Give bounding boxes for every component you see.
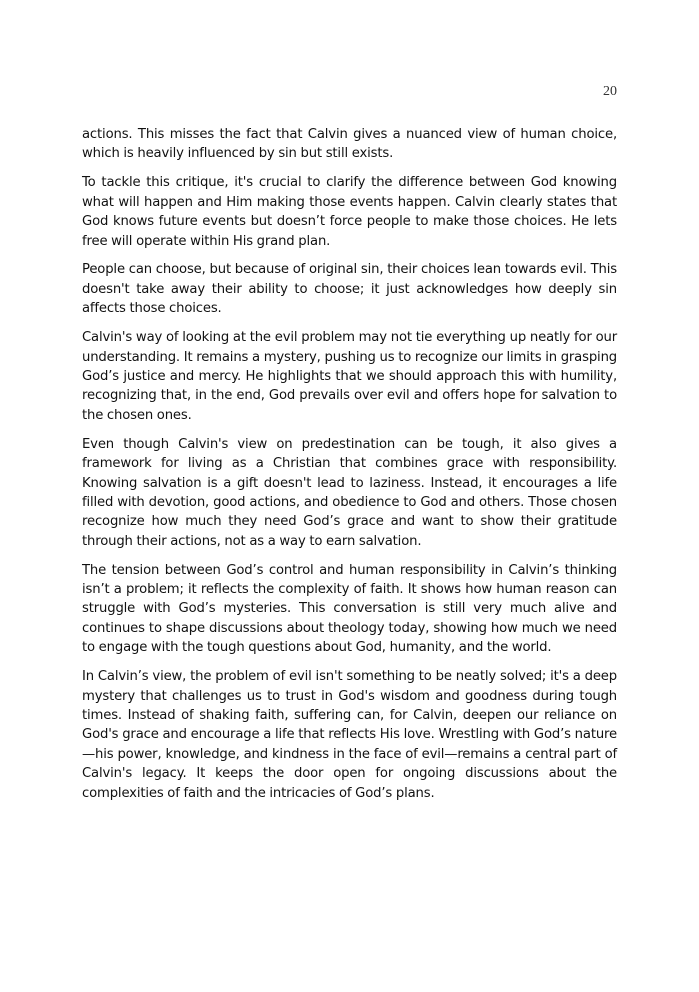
paragraph: Even though Calvin's view on predestination can be tough, it also gives a framework for living as a Christian that combines grace with responsibility. Knowing salvation is a gift doesn't lead to laziness. Instead, it encourages a life filled with devotion, good actions, and obedience to God and others. Those chosen recognize how much they need God’s grace and want to show their gratitude through their actions, not as a way to earn salvation. — [82, 436, 617, 549]
paragraph: To tackle this critique, it's crucial to clarify the difference between God knowing what will happen and Him making those events happen. Calvin clearly states that God knows future events but doesn’t force people to make those choices. He lets free will operate within His grand plan. — [82, 175, 617, 249]
paragraph: Calvin's way of looking at the evil problem may not tie everything up neatly for our understanding. It remains a mystery, pushing us to recognize our limits in grasping God’s justice and mercy. He highlights that we should approach this with humility, recognizing that, in the end, God prevails over evil and offers hope for salvation to the chosen ones. — [82, 330, 617, 423]
paragraph: The tension between God’s control and human responsibility in Calvin’s thinking isn’t a problem; it reflects the complexity of faith. It shows how human reason can struggle with God’s mysteries. This conversation is still very much alive and continues to shape discussions about theology today, showing how much we need to engage with the tough questions about God, humanity, and the world. — [82, 562, 617, 656]
paragraph: In Calvin’s view, the problem of evil isn't something to be neatly solved; it's a deep mystery that challenges us to trust in God's wisdom and goodness during tough times. Instead of shaking faith, suffering can, for Calvin, deepen our reliance on God's grace and encourage a life that reflects His love. Wrestling with God’s nature—his power, knowledge, and kindness in the face of evil—remains a central part of Calvin's legacy. It keeps the door open for ongoing discussions about the complexities of faith and the intricacies of God’s plans. — [82, 669, 617, 801]
paragraph: actions. This misses the fact that Calvin gives a nuanced view of human choice, which is heavily influenced by sin but still exists. — [82, 127, 617, 162]
page-number: 20 — [603, 84, 617, 99]
document-body — [82, 125, 617, 813]
paragraph: People can choose, but because of original sin, their choices lean towards evil. This doesn't take away their ability to choose; it just acknowledges how deeply sin affects those choices. — [82, 262, 617, 317]
